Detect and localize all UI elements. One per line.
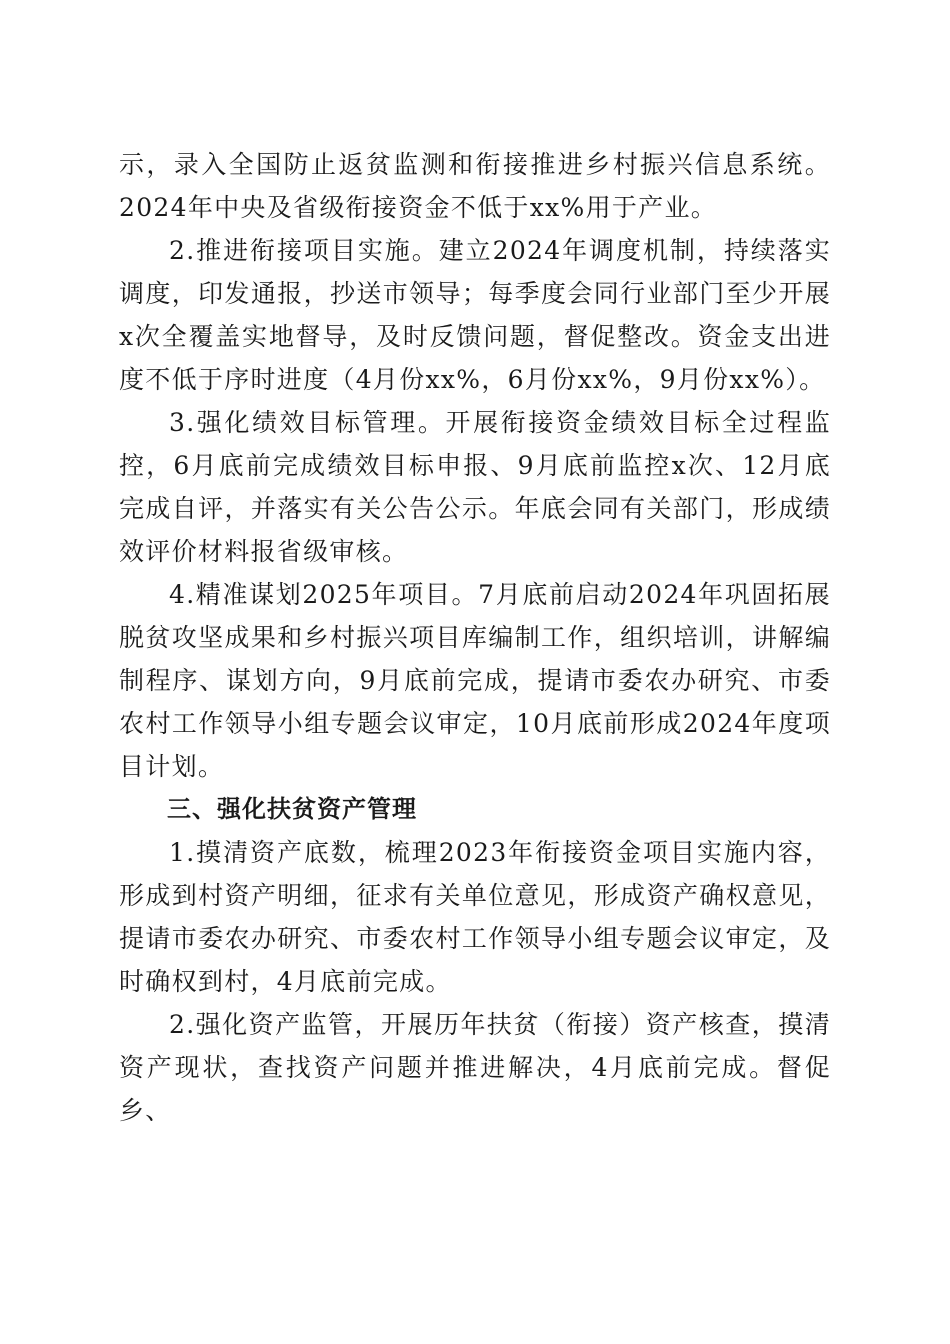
paragraph-continuation: 示，录入全国防止返贫监测和衔接推进乡村振兴信息系统。2024年中央及省级衔接资金不低于xx%用于产业。 (119, 150, 831, 222)
paragraph-item-2: 2.推进衔接项目实施。建立2024年调度机制，持续落实调度，印发通报，抄送市领导；每季度会同行业部门至少开展x次全覆盖实地督导，及时反馈问题，督促整改。资金支出进度不低于序时进度（4月份xx%，6月份xx%，9月份xx%）。 (119, 236, 831, 394)
section-paragraph-2: 2.强化资产监管，开展历年扶贫（衔接）资产核查，摸清资产现状，查找资产问题并推进解决，4月底前完成。督促乡、 (119, 1010, 831, 1125)
paragraph-item-4: 4.精准谋划2025年项目。7月底前启动2024年巩固拓展脱贫攻坚成果和乡村振兴项目库编制工作，组织培训，讲解编制程序、谋划方向，9月底前完成，提请市委农办研究、市委农村工作领导小组专题会议审定，10月底前形成2024年度项目计划。 (119, 580, 831, 781)
document-body (119, 143, 831, 1132)
paragraph-item-3: 3.强化绩效目标管理。开展衔接资金绩效目标全过程监控，6月底前完成绩效目标申报、9月底前监控x次、12月底完成自评，并落实有关公告公示。年底会同有关部门，形成绩效评价材料报省级审核。 (119, 408, 831, 566)
section-paragraph-1: 1.摸清资产底数，梳理2023年衔接资金项目实施内容，形成到村资产明细，征求有关单位意见，形成资产确权意见，提请市委农办研究、市委农村工作领导小组专题会议审定，及时确权到村，4月底前完成。 (119, 838, 831, 996)
section-heading: 三、强化扶贫资产管理 (167, 795, 417, 823)
